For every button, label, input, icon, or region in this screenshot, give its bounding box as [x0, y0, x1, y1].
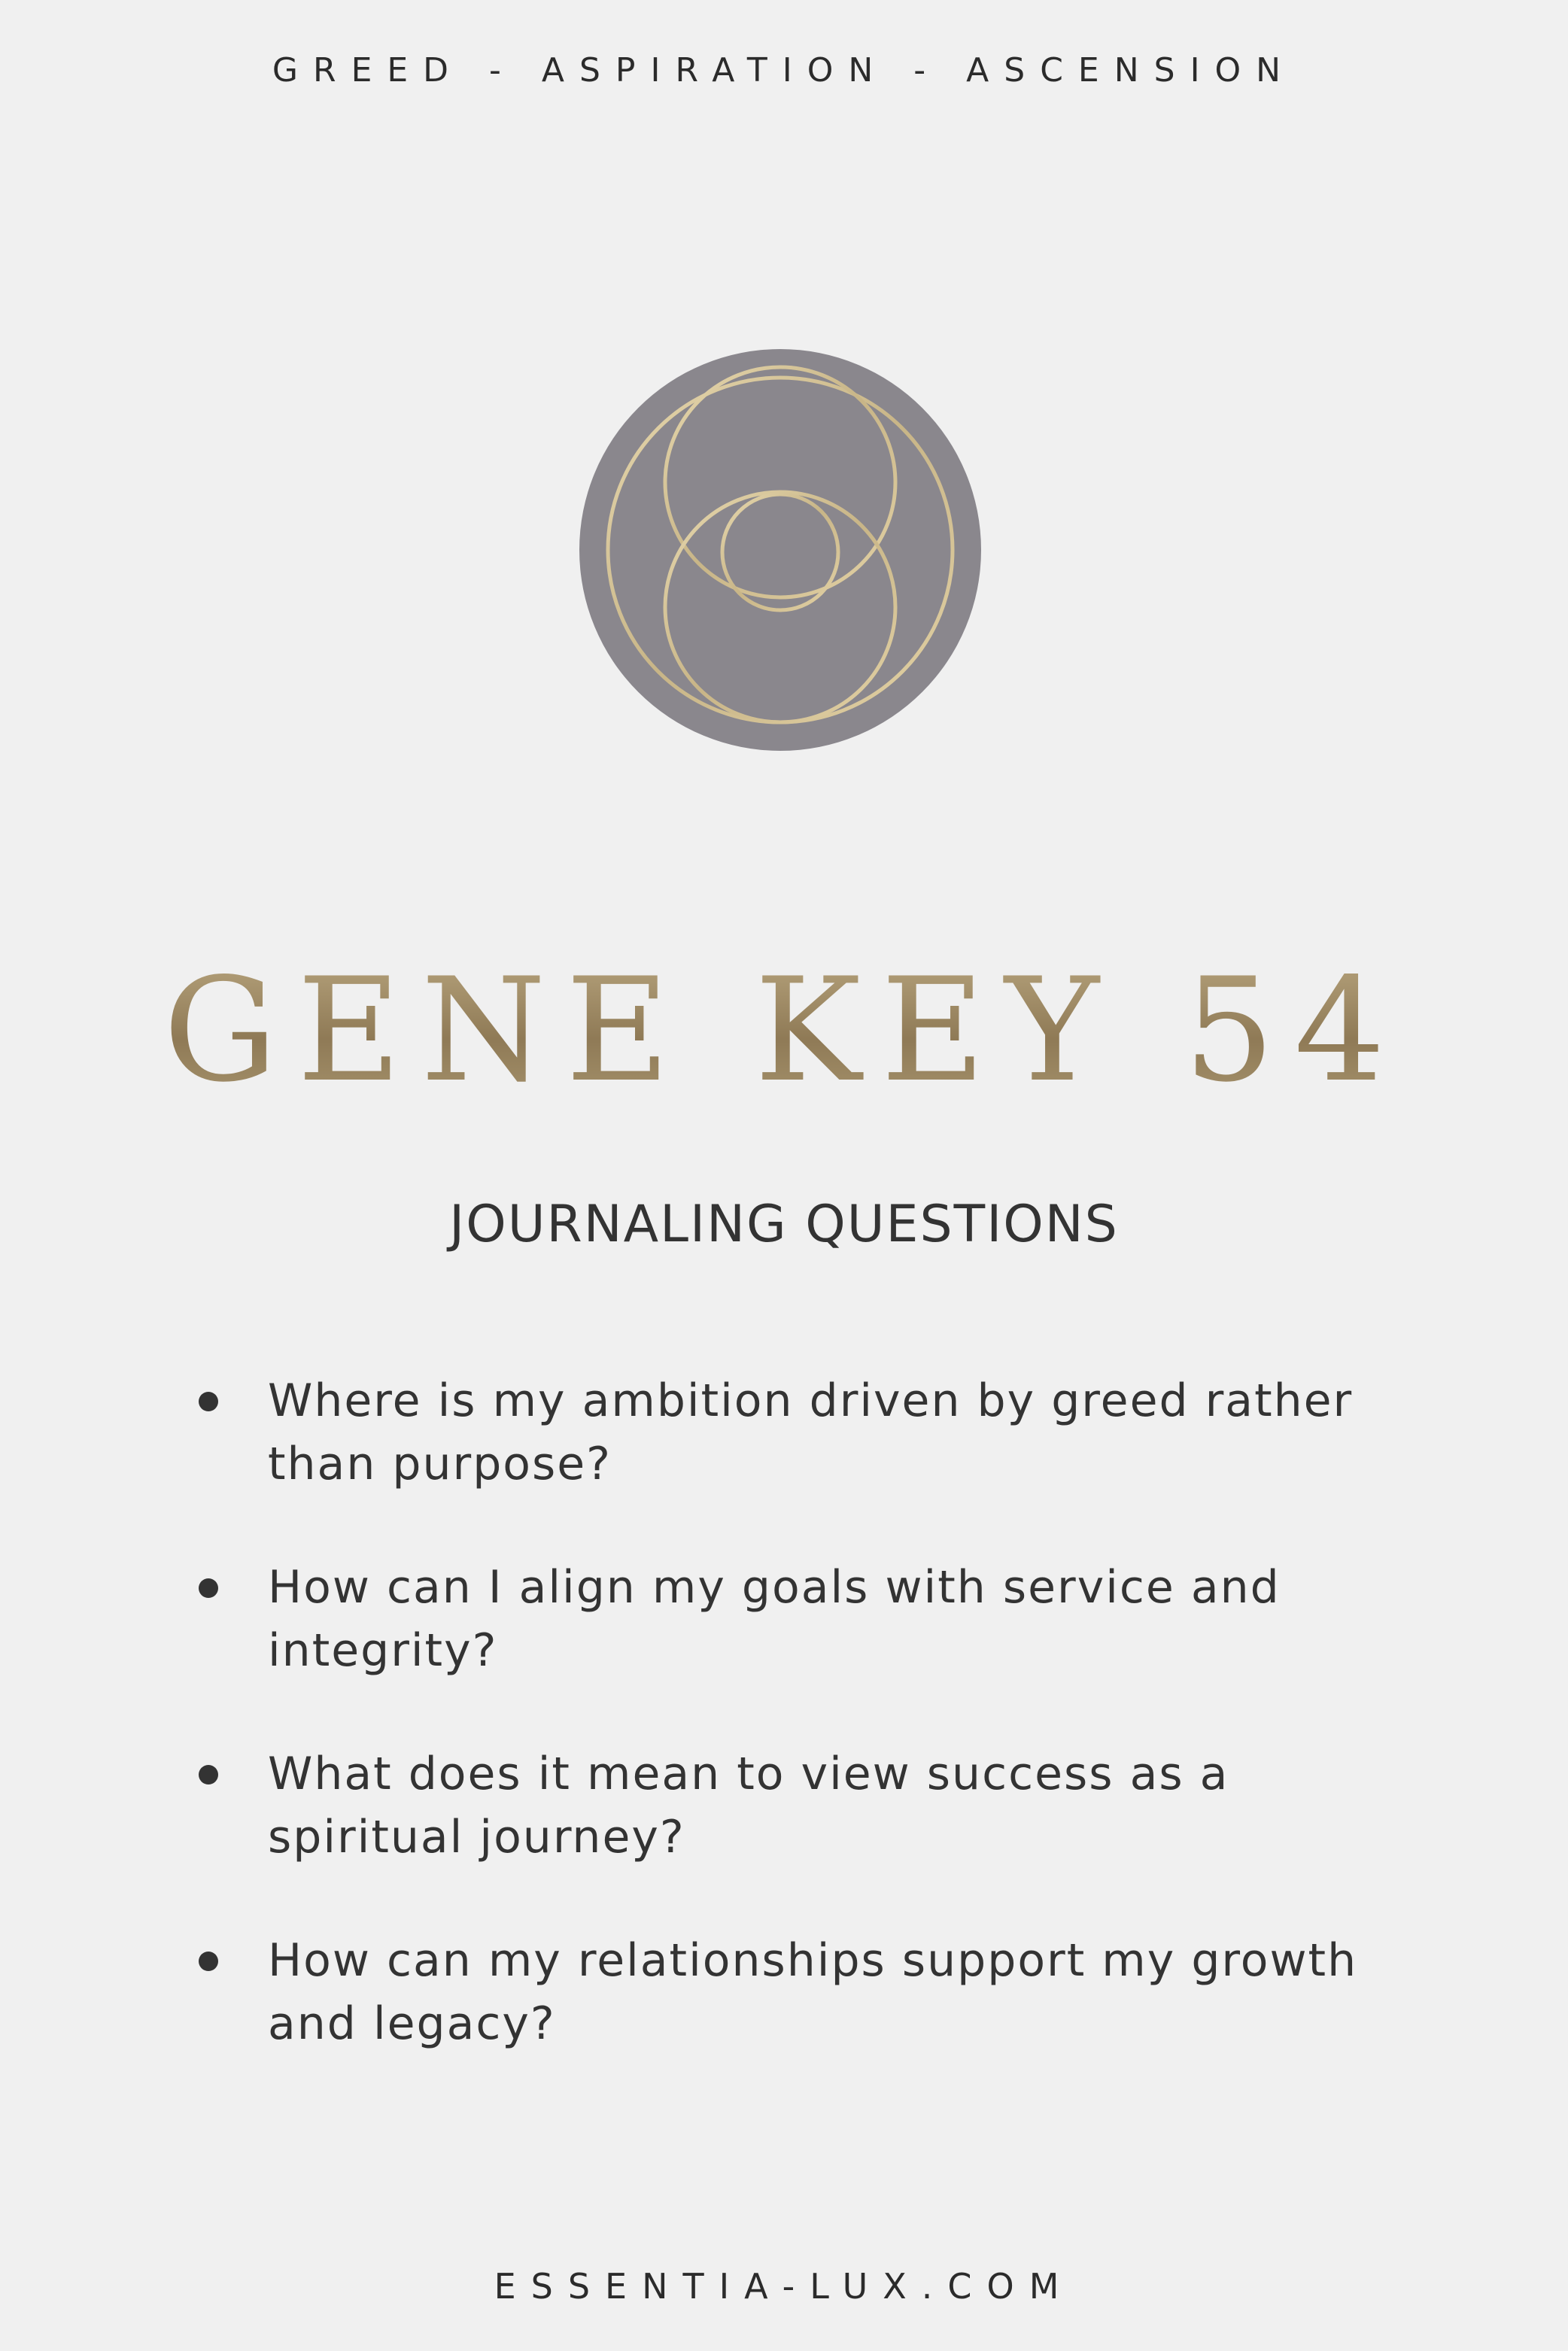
question-text: How can I align my goals with service and integrity? [268, 1561, 1281, 1677]
bullet-icon [199, 1392, 218, 1411]
question-text: What does it mean to view success as a spiritual journey? [268, 1748, 1229, 1863]
bullet-icon [199, 1765, 218, 1785]
list-item [188, 1929, 1422, 2055]
question-list [188, 1369, 1422, 2116]
page-subtitle: JOURNALING QUESTIONS [449, 1195, 1119, 1254]
bullet-icon [199, 1952, 218, 1971]
footer-website: ESSENTIA-LUX.COM [494, 2266, 1074, 2307]
list-item [188, 1742, 1422, 1869]
list-item [188, 1556, 1422, 1682]
question-text: Where is my ambition driven by greed rather than purpose? [268, 1374, 1354, 1490]
sacred-geometry-eye-icon [579, 349, 981, 751]
bullet-icon [199, 1578, 218, 1598]
list-item [188, 1369, 1422, 1496]
page-title: GENE KEY 54 [0, 948, 1568, 1113]
question-text: How can my relationships support my growth and legacy? [268, 1934, 1358, 2050]
header-tagline: GREED - ASPIRATION - ASCENSION [272, 51, 1296, 90]
